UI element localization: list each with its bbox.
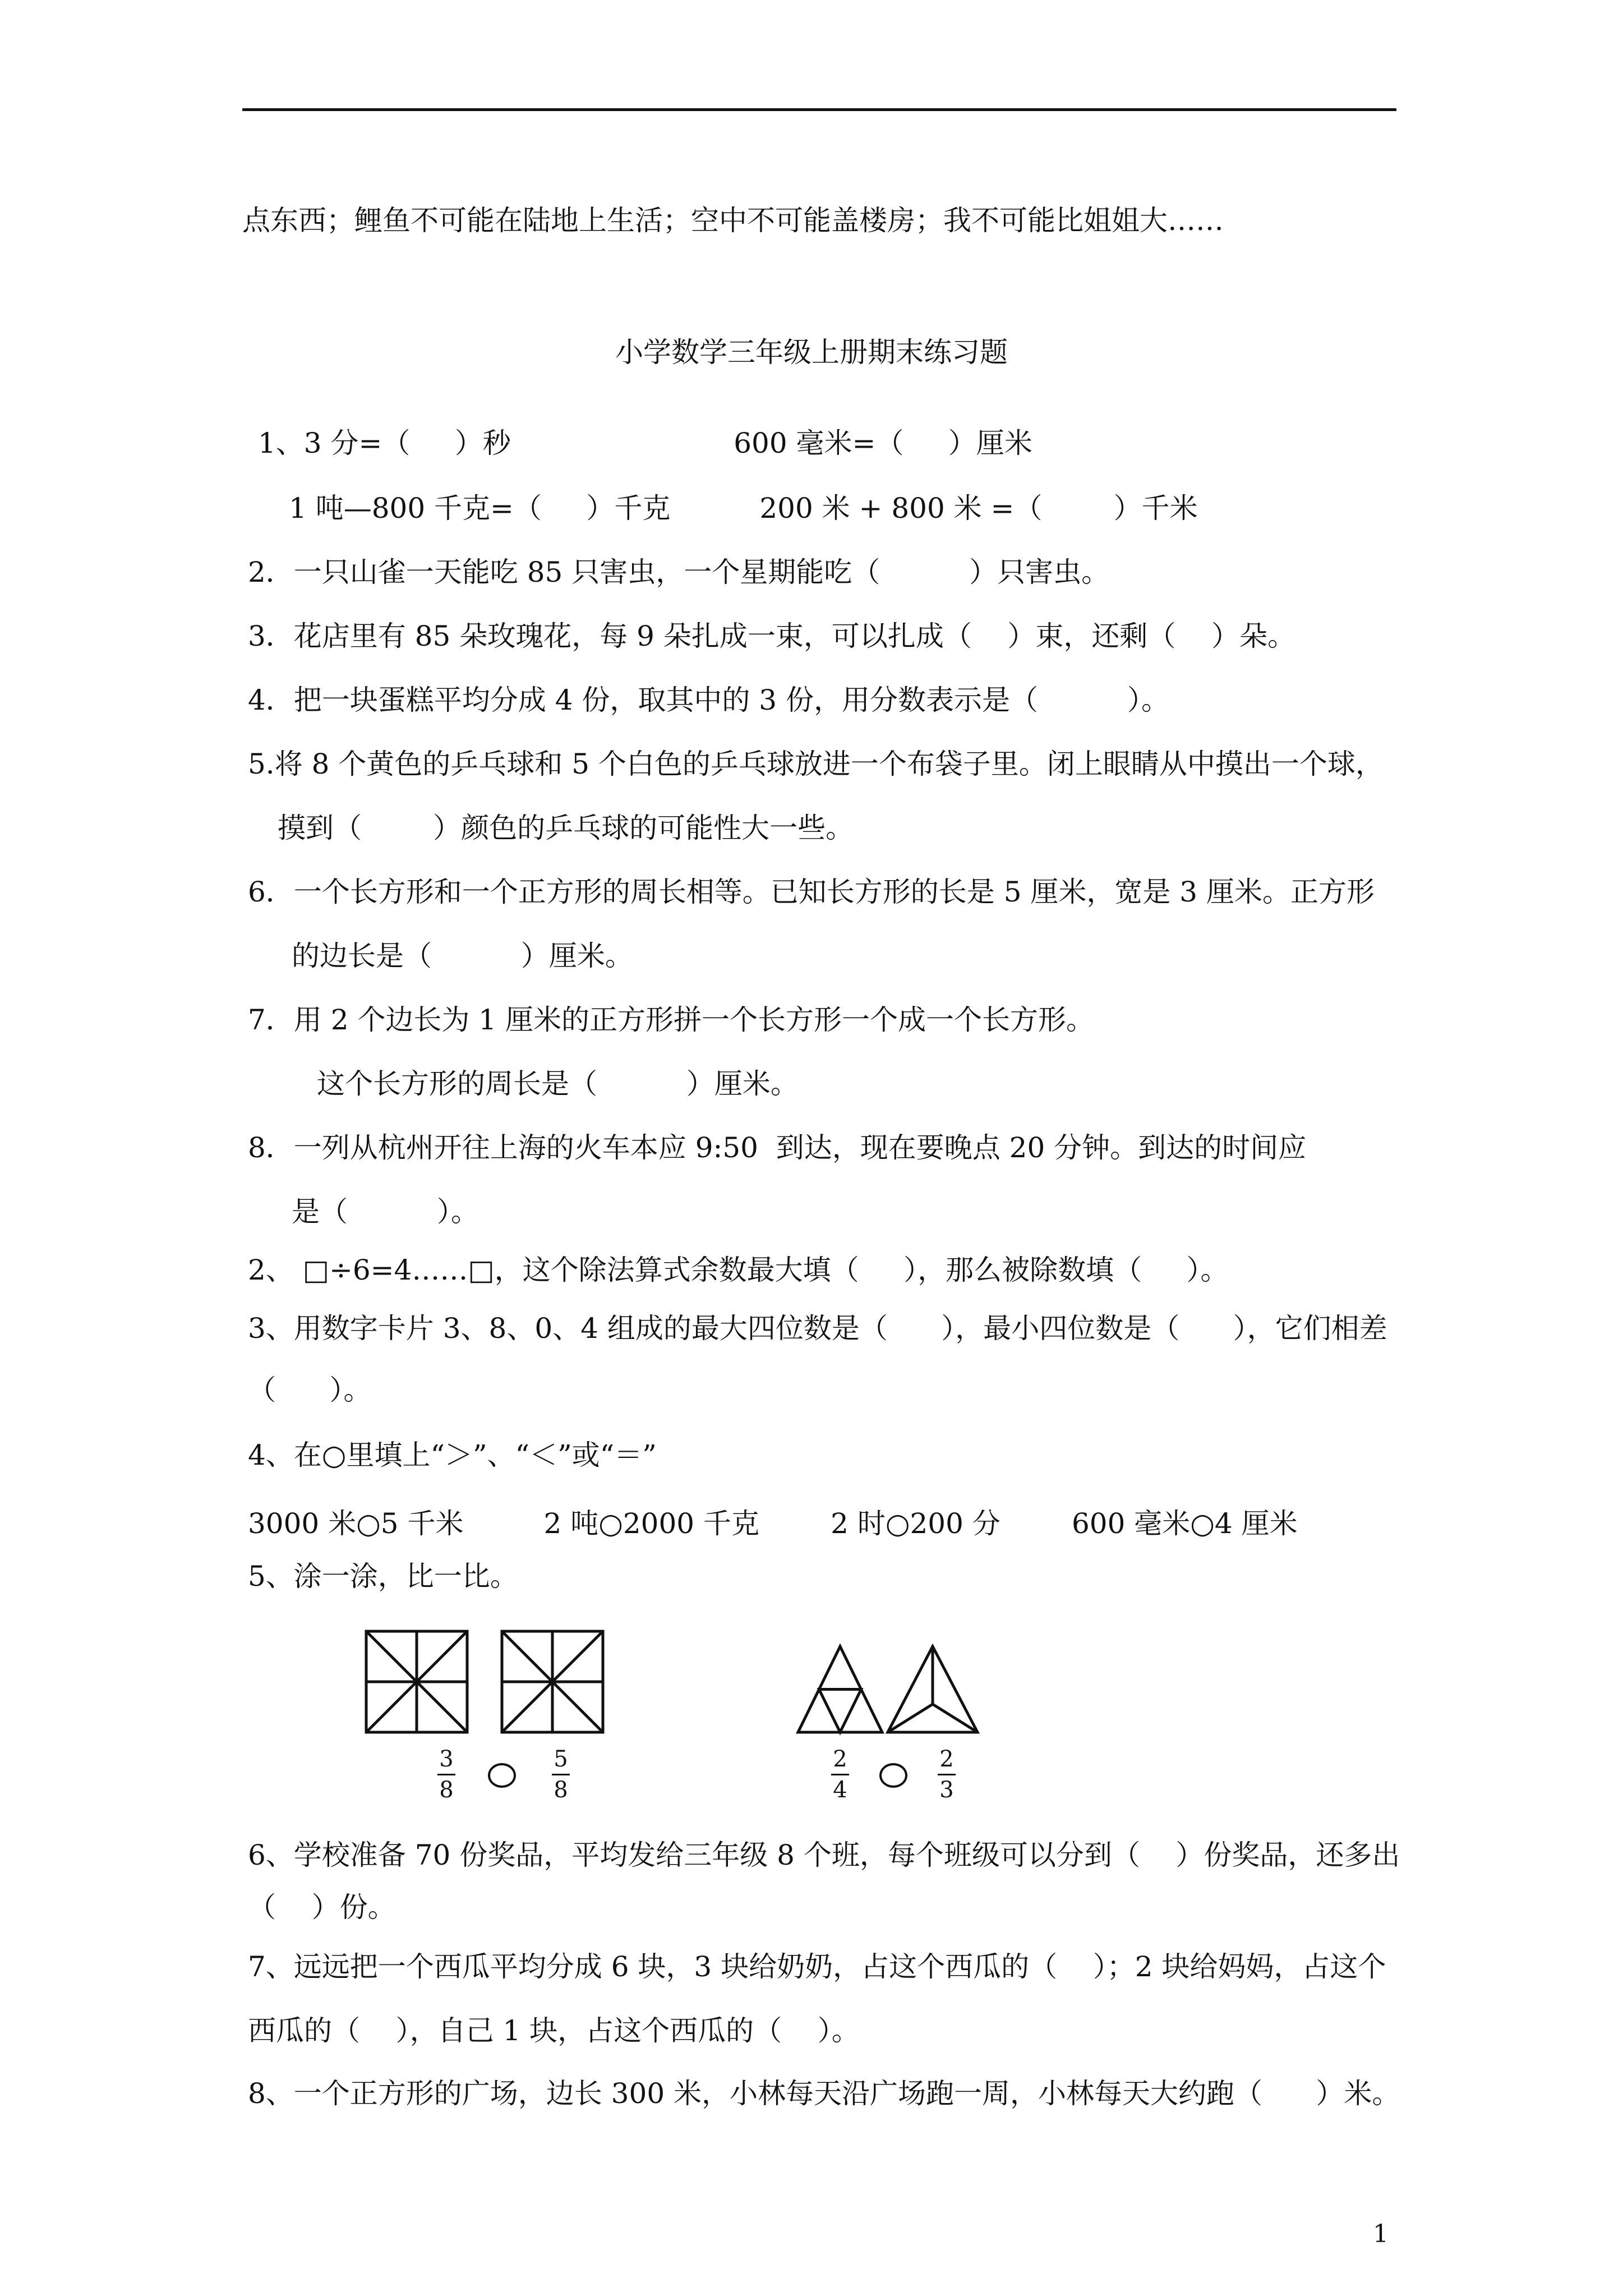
page-title: 小学数学三年级上册期末练习题	[615, 336, 1008, 369]
question-line: 西瓜的（ ），自己 1 块，占这个西瓜的（ ）。	[248, 2014, 860, 2047]
question-line: 3．花店里有 85 朵玫瑰花，每 9 朵扎成一束，可以扎成（ ）束，还剩（ ）朵。	[248, 620, 1295, 652]
question-line: 3000 米○5 千米 2 吨○2000 千克 2 时○200 分 600 毫米○4 厘米	[248, 1507, 1298, 1540]
question-line: 这个长方形的周长是（ ）厘米。	[317, 1068, 799, 1100]
question-line: 6．一个长方形和一个正方形的周长相等。已知长方形的长是 5 厘米，宽是 3 厘米。正方形	[248, 876, 1375, 908]
fraction-five-eighths: 5 8	[550, 1747, 572, 1802]
question-line: 6、学校准备 70 份奖品，平均发给三年级 8 个班，每个班级可以分到（ ）份奖品，还多出	[248, 1839, 1400, 1871]
question-line: 5.将 8 个黄色的乒乓球和 5 个白色的乒乓球放进一个布袋子里。闭上眼睛从中摸出一个球，	[248, 748, 1384, 780]
question-line: 的边长是（ ）厘米。	[292, 940, 633, 972]
question-line: 是（ ）。	[292, 1195, 479, 1228]
question-line: （ ）份。	[248, 1891, 396, 1924]
question-line: 8、一个正方形的广场，边长 300 米，小林每天沿广场跑一周，小林每天大约跑（ ）米。	[248, 2077, 1400, 2110]
intro-line: 点东西；鲤鱼不可能在陆地上生活；空中不可能盖楼房；我不可能比姐姐大……	[242, 204, 1224, 237]
question-line: 1、3 分=（ ）秒 600 毫米=（ ）厘米	[258, 427, 1032, 459]
fraction-two-fourths: 2 4	[829, 1747, 851, 1802]
question-line: 7．用 2 个边长为 1 厘米的正方形拼一个长方形一个成一个长方形。	[248, 1004, 1095, 1036]
question-line: （ ）。	[248, 1374, 372, 1406]
question-line: 1 吨—800 千克=（ ）千克 200 米 + 800 米 =（ ）千米	[289, 492, 1198, 524]
square-figures	[365, 1630, 606, 1736]
compare-circle[interactable]	[879, 1763, 907, 1788]
fraction-two-thirds: 2 3	[935, 1747, 958, 1802]
header-rule	[242, 108, 1396, 111]
page-number: 1	[1373, 2220, 1389, 2248]
question-line: 8．一列从杭州开往上海的火车本应 9:50 到达，现在要晚点 20 分钟。到达的时间应	[248, 1131, 1307, 1164]
question-line: 4、在○里填上“＞”、“＜”或“＝”	[248, 1439, 657, 1471]
question-line: 3、用数字卡片 3、8、0、4 组成的最大四位数是（ ），最小四位数是（ ），它们相差	[248, 1312, 1387, 1345]
question-line: 5、涂一涂，比一比。	[248, 1560, 518, 1593]
question-line: 4．把一块蛋糕平均分成 4 份，取其中的 3 份，用分数表示是（ ）。	[248, 684, 1169, 716]
fraction-three-eighths: 3 8	[435, 1747, 458, 1802]
question-line: 7、远远把一个西瓜平均分成 6 块，3 块给奶奶，占这个西瓜的（ ）；2 块给妈妈，占这个	[248, 1950, 1386, 1983]
question-line: 摸到（ ）颜色的乒乓球的可能性大一些。	[278, 812, 854, 844]
compare-circle[interactable]	[488, 1763, 516, 1788]
triangle-figures	[795, 1644, 980, 1736]
question-line: 2．一只山雀一天能吃 85 只害虫，一个星期能吃（ ）只害虫。	[248, 556, 1110, 588]
question-line: 2、 □÷6=4……□，这个除法算式余数最大填（ ），那么被除数填（ ）。	[248, 1254, 1229, 1286]
